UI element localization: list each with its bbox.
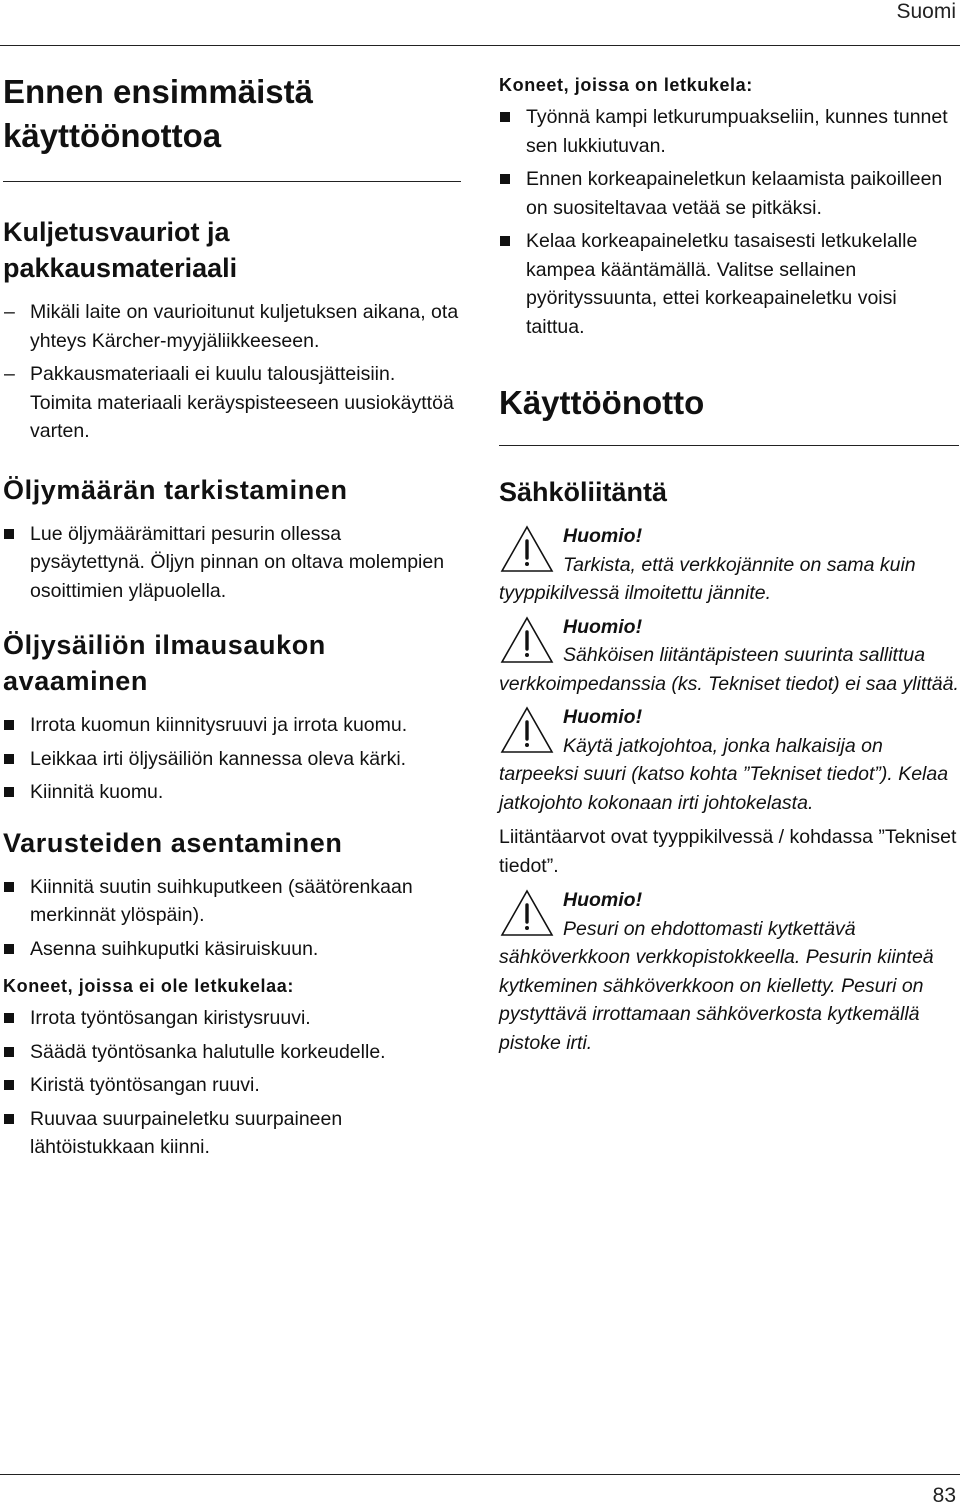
section-title-accessories: Varusteiden asentaminen [3,827,343,858]
connection-values-text: Liitäntäarvot ovat tyyppikilvessä / kohdassa ”Tekniset tiedot”. [499,826,957,877]
square-bullet [4,882,14,892]
note-title: Huomio! [563,525,643,547]
list-item: Kiristä työntösangan ruuvi. [3,1071,461,1100]
list-item: Ruuvaa suurpaineletku suurpaineen lähtöistukkaan kiinni. [3,1105,461,1162]
dash-marker: – [4,363,15,385]
list-item: – Mikäli laite on vaurioitunut kuljetuksen aikana, ota yhteys Kärcher-myyjäliikkeeseen. [3,298,461,355]
main-title-right: Käyttöönotto [499,384,705,421]
list-item: Irrota työntösangan kiristysruuvi. [3,1004,461,1033]
header-divider [0,45,960,46]
square-bullet [4,1013,14,1023]
square-bullet [4,1114,14,1124]
dash-marker: – [4,301,15,323]
note-title: Huomio! [563,615,643,638]
square-bullet [4,787,14,797]
note-text: Tarkista, että verkkojännite on sama kuin tyyppikilvessä ilmoitettu jännite. [499,553,916,604]
subsection-title-no-reel: Koneet, joissa ei ole letkukelaa: [3,976,294,996]
square-bullet [4,529,14,539]
square-bullet [4,720,14,730]
list-item: Työnnä kampi letkurumpuakseliin, kunnes tunnet sen lukkiutuvan. [499,103,959,160]
note-title: Huomio! [563,706,643,728]
list-item: Kiinnitä kuomu. [3,778,461,807]
square-bullet [4,1080,14,1090]
warning-triangle-icon [499,524,555,574]
warning-triangle-icon [499,888,555,938]
left-column [3,70,461,1167]
oil-vent-list [3,711,461,807]
section-title-oil-check: Öljymäärän tarkistaminen [3,474,348,505]
title-divider [499,445,959,446]
note-title: Huomio! [563,889,643,911]
with-reel-list [499,103,959,341]
list-item: Kiinnitä suutin suihkuputkeen (säätörenkaan merkinnät ylöspäin). [3,873,461,930]
subsection-title-with-reel: Koneet, joissa on letkukela: [499,75,753,95]
square-bullet [4,754,14,764]
warning-note [499,522,959,608]
accessories-list [3,873,461,964]
square-bullet [4,944,14,954]
list-item: – Pakkausmateriaali ei kuulu talousjätteisiin. Toimita materiaali keräyspisteeseen uusiokäyttöä varten. [3,360,461,446]
no-reel-list [3,1004,461,1162]
square-bullet [500,112,510,122]
square-bullet [500,174,510,184]
section-title-transport: Kuljetusvauriot ja pakkausmateriaali [3,217,238,283]
warning-note [499,613,959,699]
page-number: 83 [932,1484,956,1507]
note-text: Pesuri on ehdottomasti kytkettävä sähköverkkoon verkkopistokkeella. Pesurin kiinteä kytkeminen sähköverkkoon on kielletty. Pesuri on pystyttävä irrottamaan sähköverkosta kytkemällä pistoke irti. [499,917,934,1054]
main-title-left: Ennen ensimmäistä käyttöönottoa [3,73,313,154]
note-text: Käytä jatkojohtoa, jonka halkaisija on tarpeeksi suuri (katso kohta ”Tekniset tiedot”). Kelaa jatkojohto kokonaan irti johtokelasta. [499,734,949,814]
square-bullet [500,236,510,246]
section-title-electrical: Sähköliitäntä [499,477,668,507]
list-item: Leikkaa irti öljysäiliön kannessa oleva kärki. [3,745,461,774]
list-item: Säädä työntösanka halutulle korkeudelle. [3,1038,461,1067]
note-text: Sähköisen liitäntäpisteen suurinta sallittua verkkoimpedanssia (ks. Tekniset tiedot) ei saa ylittää. [499,644,959,695]
list-item: Asenna suihkuputki käsiruiskuun. [3,935,461,964]
list-item: Ennen korkeapaineletkun kelaamista paikoilleen on suositeltavaa vetää se pitkäksi. [499,165,959,222]
transport-list [3,298,461,446]
footer-divider [0,1474,960,1475]
warning-note [499,886,959,1057]
warning-triangle-icon [499,705,555,755]
list-item: Lue öljymäärämittari pesurin ollessa pysäytettynä. Öljyn pinnan on oltava molempien osoittimien yläpuolella. [3,520,461,606]
oil-check-list [3,520,461,606]
right-column [499,72,959,1057]
list-item: Irrota kuomun kiinnitysruuvi ja irrota kuomu. [3,711,461,740]
language-label: Suomi [896,0,956,23]
section-title-oil-vent: Öljysäiliön ilmausaukon avaaminen [3,630,326,696]
square-bullet [4,1047,14,1057]
title-divider [3,181,461,182]
warning-triangle-icon [499,615,555,665]
list-item: Kelaa korkeapaineletku tasaisesti letkukelalle kampea kääntämällä. Valitse sellainen pyörityssuunta, ettei korkeapaineletku voisi taittua. [499,227,959,341]
warning-note [499,703,959,817]
